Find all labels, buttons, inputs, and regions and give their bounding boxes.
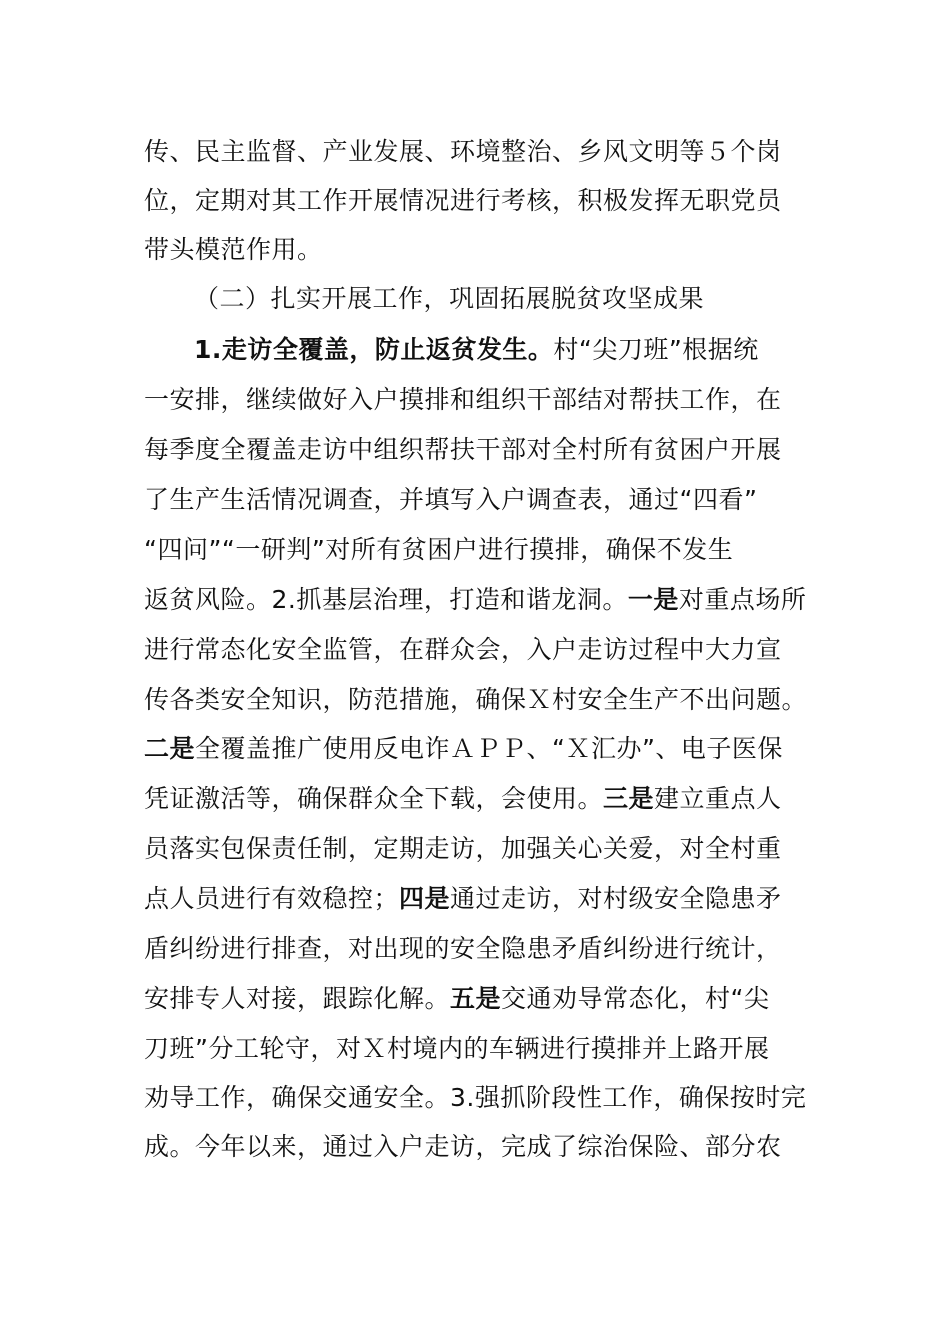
text-run: 带头模范作用。 [144,235,323,264]
text-run: 安排专人对接，跟踪化解。 [144,984,451,1013]
bold-marker: 三是 [603,784,655,813]
text-line-6 [144,375,824,425]
text-run: 劝导工作，确保交通安全。3.强抓阶段性工作，确保按时完 [144,1083,807,1112]
text-line-15 [144,824,824,874]
text-run: 盾纠纷进行排查，对出现的安全隐患矛盾纠纷进行统计， [144,934,782,963]
text-line-10 [144,575,824,625]
text-run: 传、民主监督、产业发展、环境整治、乡风文明等５个岗 [144,137,782,166]
bold-marker: 五是 [450,984,502,1013]
text-run: 通过走访，对村级安全隐患矛 [450,884,782,913]
text-run: 刀班”分工轮守，对Ｘ村境内的车辆进行摸排并上路开展 [144,1034,770,1063]
bold-marker: 一是 [627,585,679,614]
text-run: 凭证激活等，确保群众全下载，会使用。 [144,784,604,813]
text-run: 一安排，继续做好入户摸排和组织干部结对帮扶工作，在 [144,385,782,414]
text-line-5 [194,325,874,375]
bold-marker: 二是 [144,734,196,763]
text-run: （二）扎实开展工作，巩固拓展脱贫攻坚成果 [194,284,705,313]
text-run: 进行常态化安全监管，在群众会，入户走访过程中大力宣 [144,635,782,664]
bold-marker: 四是 [399,884,451,913]
text-run: 村“尖刀班”根据统 [553,335,759,364]
text-line-2 [144,176,824,226]
text-run: 位，定期对其工作开展情况进行考核，积极发挥无职党员 [144,186,782,215]
text-line-7 [144,425,824,475]
text-line-8 [144,475,824,525]
text-run: 成。今年以来，通过入户走访，完成了综治保险、部分农 [144,1132,782,1161]
text-line-12 [144,675,824,725]
text-run: 点人员进行有效稳控； [144,884,400,913]
section-heading [194,274,874,324]
text-line-9 [144,525,824,575]
text-line-19 [144,1024,824,1074]
text-line-16 [144,874,824,924]
text-line-18 [144,974,824,1024]
text-run: 交通劝导常态化，村“尖 [501,984,770,1013]
text-run: 返贫风险。2.抓基层治理，打造和谐龙洞。 [144,585,628,614]
text-run: 建立重点人 [654,784,782,813]
text-run: 对重点场所 [678,585,807,614]
text-line-17 [144,924,824,974]
text-line-14 [144,774,824,824]
text-line-20 [144,1073,824,1123]
text-run: “四问”“一研判”对所有贫困户进行摸排，确保不发生 [144,535,734,564]
bold-subheading: 1.走访全覆盖，防止返贫发生。 [194,335,554,364]
text-line-11 [144,625,824,675]
text-run: 每季度全覆盖走访中组织帮扶干部对全村所有贫困户开展 [144,435,782,464]
text-run: 了生产生活情况调查，并填写入户调查表，通过“四看” [144,485,758,514]
text-line-21 [144,1122,824,1172]
text-line-3 [144,225,824,275]
text-run: 传各类安全知识，防范措施，确保Ｘ村安全生产不出问题。 [144,685,808,714]
text-line-1 [144,127,824,177]
text-run: 员落实包保责任制，定期走访，加强关心关爱，对全村重 [144,834,782,863]
text-run: 全覆盖推广使用反电诈ＡＰＰ、“Ｘ汇办”、电子医保 [195,734,783,763]
text-line-13 [144,724,824,774]
